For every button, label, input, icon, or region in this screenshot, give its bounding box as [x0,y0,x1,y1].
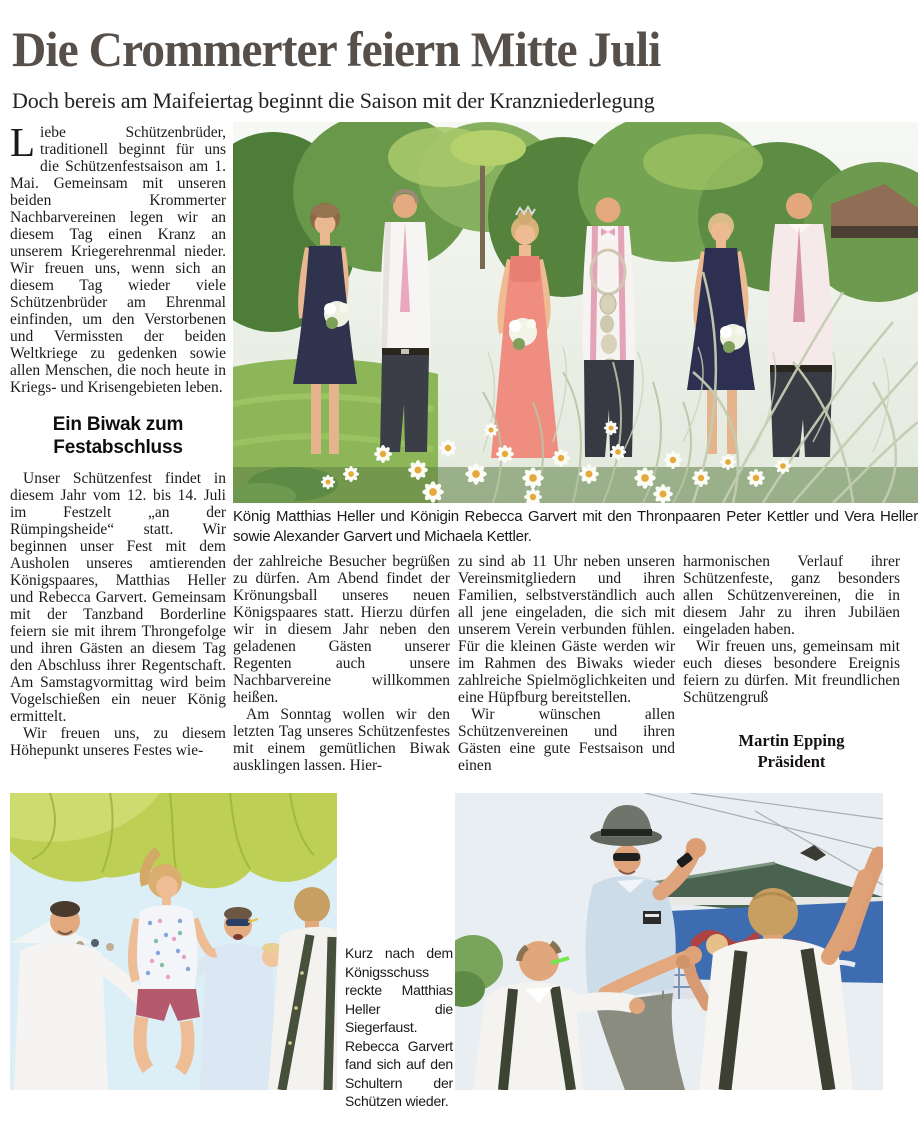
article-paragraph: harmonischen Verlauf ihrer Schützenfeste, ganz besonders allen Schützenvereinen, die in diesem Jahr zu ihren Jubiläen eingeladen haben. [683,553,900,638]
article-column-2 [233,553,450,791]
signature-title: Präsident [757,752,826,771]
bottom-left-photo [10,793,337,1090]
article-column-3 [458,553,675,791]
article-paragraph: Am Sonntag wollen wir den letzten Tag unseres Schützenfestes mit einem gemütlichen Biwak ausklingen lassen. Hier- [233,706,450,774]
main-photo [233,122,918,503]
queen-on-shoulders-illustration [10,793,337,1090]
paragraph-text: iebe Schützenbrüder, traditionell beginnt für uns die Schützenfestsaison am 1. Mai. Gemeinsam mit unseren beiden Krommerter Nachbarvereinen legen wir an diesem Tag einen Kranz an unserem Kriegerehrenmal nieder. Wir freuen uns, wenn sich an diesem Tag wieder viele Schützenbrüder am Ehrenmal einfinden, um den Verstorbenen und Vermissten der beiden Weltkriege zu gedenken sowie allen Menschen, die noch heute in Kriegs- und Krisengebieten leben. [10,124,226,396]
main-photo-caption: König Matthias Heller und Königin Rebecca Garvert mit den Thronpaaren Peter Kettler und Vera Heller sowie Alexander Garvert und Michaela Kettler. [233,508,918,545]
article-column-4 [683,553,900,791]
headline: Die Crommerter feiern Mitte Juli [12,21,661,77]
article-paragraph: Wir wünschen allen Schützenvereinen und ihren Gästen eine gute Festsaison und einen [458,706,675,774]
garden-group-photo-illustration [233,122,918,503]
bottom-photo-caption: Kurz nach dem Königsschuss reckte Matthias Heller die Siegerfaust. Rebecca Garvert fand sich auf den Schultern der Schützen wieder. [345,945,453,1109]
article-paragraph [10,119,226,396]
bottom-right-photo [455,793,883,1090]
article-paragraph: Wir freuen uns, gemeinsam mit euch dieses besondere Ereignis feiern zu dürfen. Mit freundlichen Schützengruß [683,638,900,706]
article-paragraph: Unser Schützenfest findet in diesem Jahr vom 12. bis 14. Juli im Festzelt „an der Rümpingsheide“ statt. Wir beginnen unser Fest mit dem Ausholen unseres amtierenden Königspaares, Matthias Heller und Rebecca Garvert. Gemeinsam mit der Tanzband Borderline feiern sie mit ihrem Throngefolge und ihren Gästen an diesem Tag den Abschluss ihrer Regentschaft. Am Samstagvormittag wird beim Vogelschießen ein neuer König ermittelt. [10,470,226,725]
article-column-1 [10,119,226,790]
king-victory-illustration [455,793,883,1090]
signature-name: Martin Epping [738,731,845,750]
section-subhead: Ein Biwak zum Festabschluss [52,414,184,458]
article-paragraph: zu sind ab 11 Uhr neben unseren Vereinsmitgliedern und ihren Familien, selbstverständlich auch all jene eingeladen, die sich mit unserem Verein verbunden fühlen. Für die kleinen Gäste werden wir im Rahmen des Biwaks wieder zahlreiche Spielmöglichkeiten und eine Hüpfburg bereitstellen. [458,553,675,706]
article-paragraph: der zahlreiche Besucher begrüßen zu dürfen. Am Abend findet der Krönungsball unseres neuen Königspaares statt. Hierzu dürfen wir in diesem Jahr neben den geladenen Gästen unserer Regenten auch unsere Nachbarvereine willkommen heißen. [233,553,450,706]
drop-cap: L [10,119,36,165]
article-paragraph: Wir freuen uns, zu diesem Höhepunkt unseres Festes wie- [10,725,226,759]
signature-block [683,730,900,772]
subheadline: Doch bereis am Maifeiertag beginnt die Saison mit der Kranzniederlegung [12,88,655,113]
